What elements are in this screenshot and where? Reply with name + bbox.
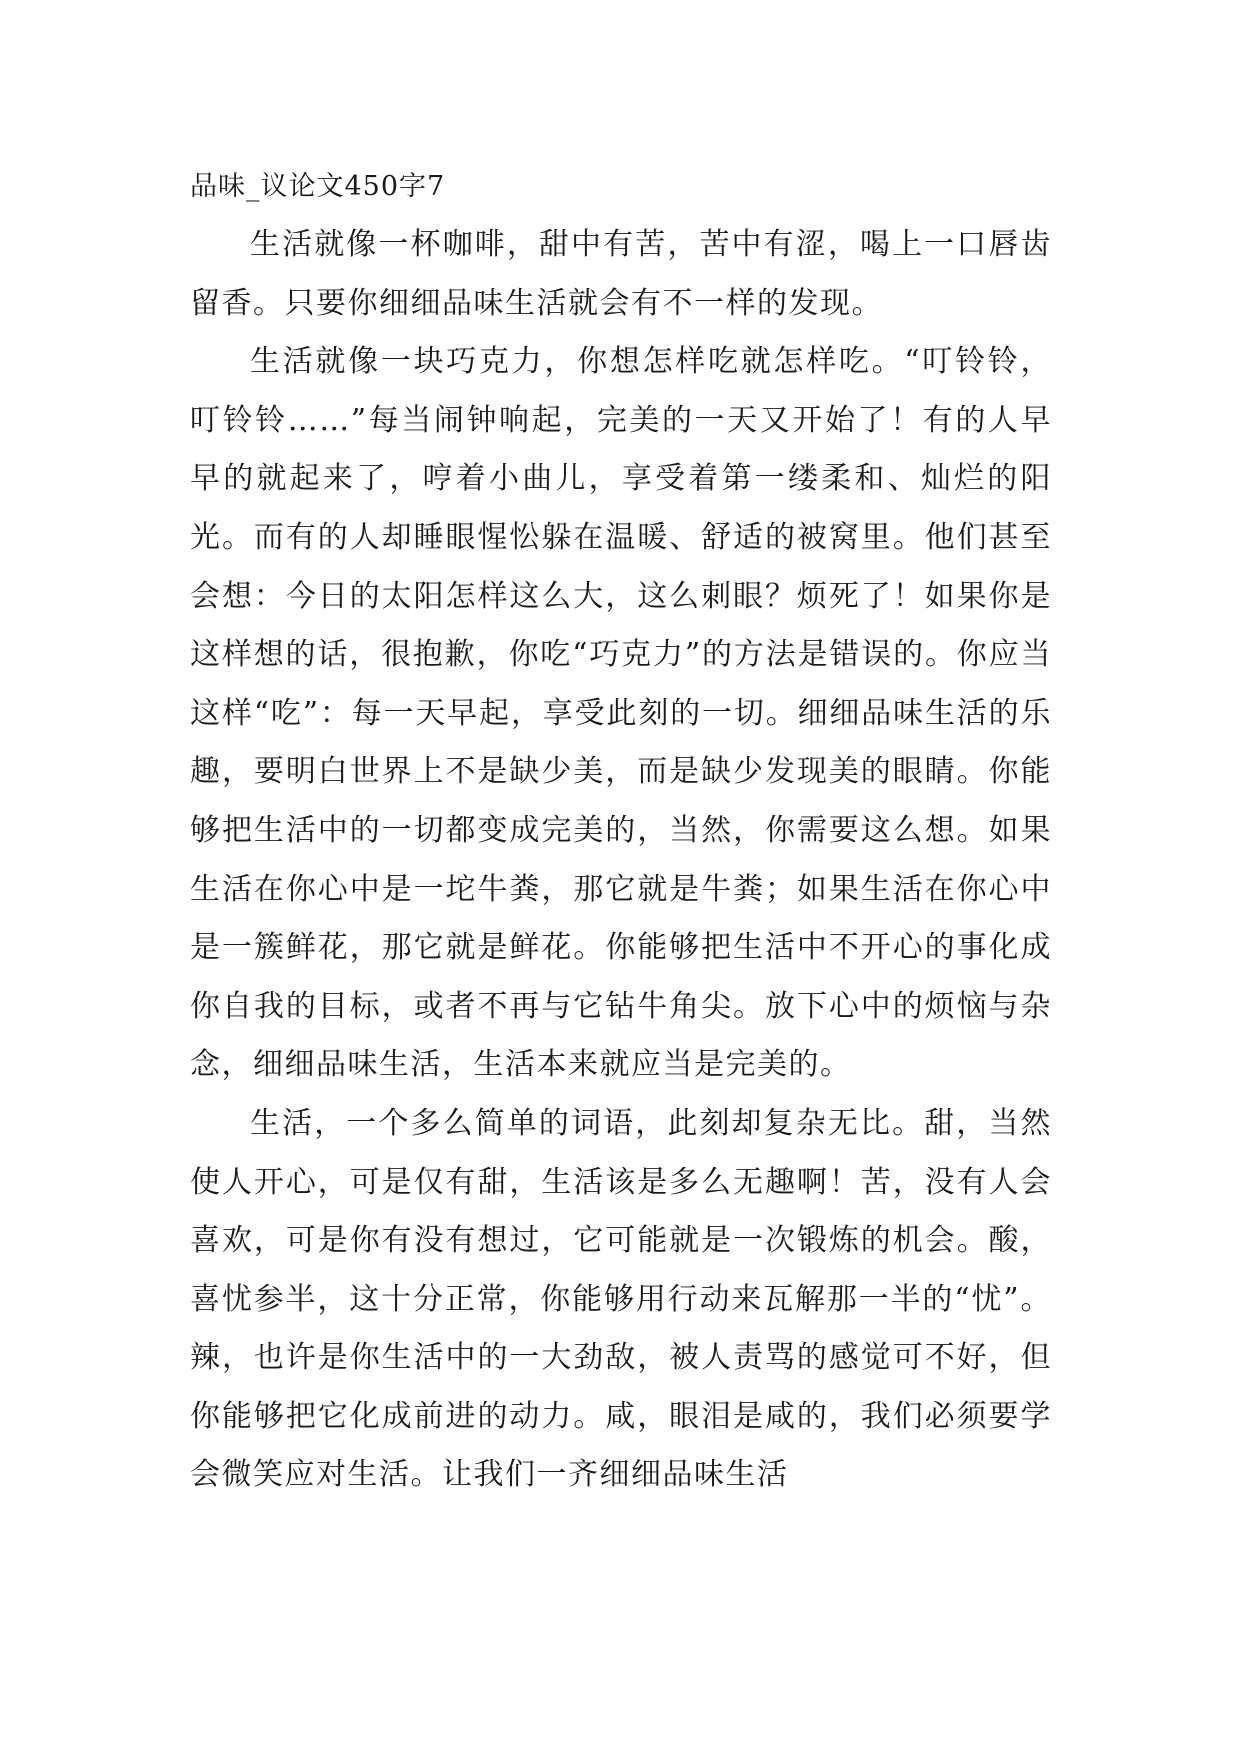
document-title: 品味_议论文450字7 (190, 171, 446, 202)
paragraph-flavors: 生活，一个多么简单的词语，此刻却复杂无比。甜，当然使人开心，可是仅有甜，生活该是多么无趣啊！苦，没有人会喜欢，可是你有没有想过，它可能就是一次锻炼的机会。酸，喜忧参半，这十分正常，你能够用行动来瓦解那一半的“忧”。辣，也许是你生活中的一大劲敌，被人责骂的感觉可不好，但你能够把它化成前进的动力。咸，眼泪是咸的，我们必须要学会微笑应对生活。让我们一齐细细品味生活 (190, 1105, 1052, 1493)
document-body (190, 158, 1052, 1505)
paragraph-coffee: 生活就像一杯咖啡，甜中有苦，苦中有涩，喝上一口唇齿留香。只要你细细品味生活就会有不一样的发现。 (190, 227, 1052, 321)
paragraph-chocolate: 生活就像一块巧克力，你想怎样吃就怎样吃。“叮铃铃，叮铃铃……”每当闹钟响起，完美的一天又开始了！有的人早早的就起来了，哼着小曲儿，享受着第一缕柔和、灿烂的阳光。而有的人却睡眼惺忪躲在温暖、舒适的被窝里。他们甚至会想：今日的太阳怎样这么大，这么刺眼？烦死了！如果你是这样想的话，很抱歉，你吃“巧克力”的方法是错误的。你应当这样“吃”：每一天早起，享受此刻的一切。细细品味生活的乐趣，要明白世界上不是缺少美，而是缺少发现美的眼睛。你能够把生活中的一切都变成完美的，当然，你需要这么想。如果生活在你心中是一坨牛粪，那它就是牛粪；如果生活在你心中是一簇鲜花，那它就是鲜花。你能够把生活中不开心的事化成你自我的目标，或者不再与它钻牛角尖。放下心中的烦恼与杂念，细细品味生活，生活本来就应当是完美的。 (190, 344, 1052, 1083)
